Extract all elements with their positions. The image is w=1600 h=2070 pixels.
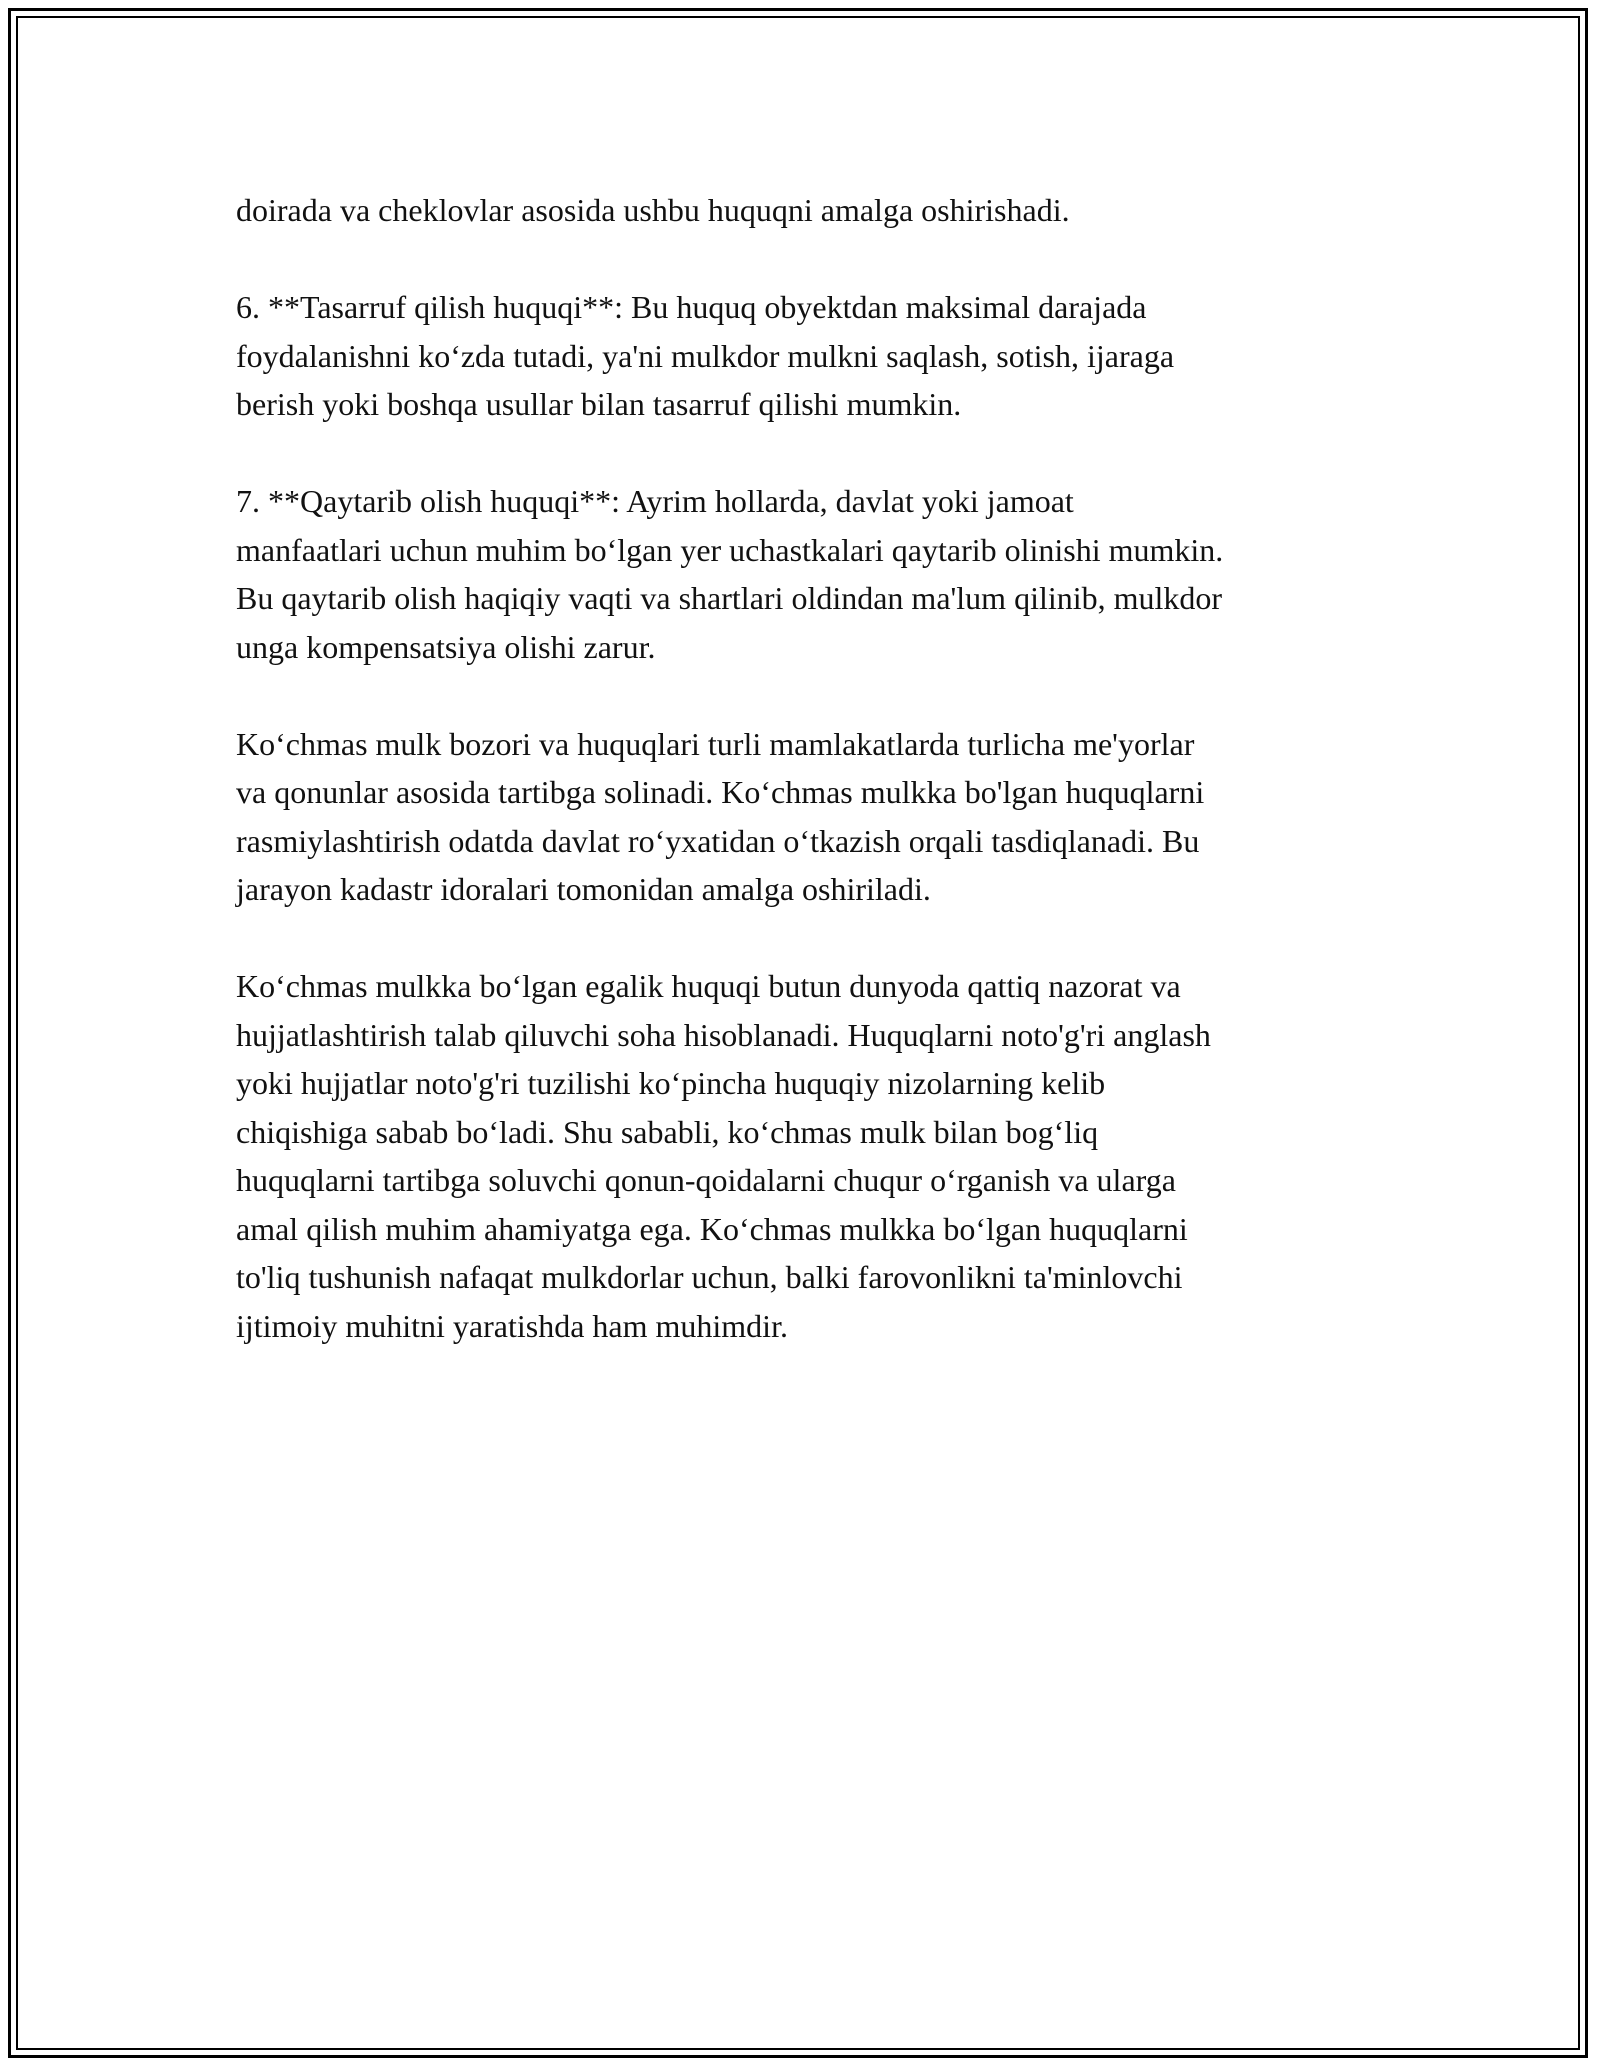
paragraph-ownership-control: Ko‘chmas mulkka bo‘lgan egalik huquqi butun dunyoda qattiq nazorat va hujjatlashtirish talab qiluvchi soha hisoblanadi. Huquqlarni noto'g'ri anglash yoki hujjatlar noto'g'ri tuzilishi ko‘pincha huquqiy nizolarning kelib chiqishiga sabab bo‘ladi. Shu sababli, ko‘chmas mulk bilan bog‘liq huquqlarni tartibga soluvchi qonun-qoidalarni chuqur o‘rganish va ularga amal qilish muhim ahamiyatga ega. Ko‘chmas mulkka bo‘lgan huquqlarni to'liq tushunish nafaqat mulkdorlar uchun, balki farovonlikni ta'minlovchi ijtimoiy muhitni yaratishda ham muhimdir. <box>236 968 1211 1344</box>
paragraph-continuation: doirada va cheklovlar asosida ushbu huquqni amalga oshirishadi. <box>236 192 1070 228</box>
paragraph-market-regulation: Ko‘chmas mulk bozori va huquqlari turli mamlakatlarda turlicha me'yorlar va qonunlar asosida tartibga solinadi. Ko‘chmas mulkka bo'lgan huquqlarni rasmiylashtirish odatda davlat ro‘yxatidan o‘tkazish orqali tasdiqlanadi. Bu jarayon kadastr idoralari tomonidan amalga oshiriladi. <box>236 725 1205 907</box>
paragraph-tasarruf-right: 6. **Tasarruf qilish huquqi**: Bu huquq obyektdan maksimal darajada foydalanishni ko‘zda tutadi, ya'ni mulkdor mulkni saqlash, sotish, ijaraga berish yoki boshqa usullar bilan tasarruf qilishi mumkin. <box>236 289 1175 422</box>
document-body <box>236 186 1376 1399</box>
paragraph-qaytarib-right: 7. **Qaytarib olish huquqi**: Ayrim hollarda, davlat yoki jamoat manfaatlari uchun muhim bo‘lgan yer uchastkalari qaytarib olinishi mumkin. Bu qaytarib olish haqiqiy vaqti va shartlari oldindan ma'lum qilinib, mulkdor unga kompensatsiya olishi zarur. <box>236 483 1224 665</box>
